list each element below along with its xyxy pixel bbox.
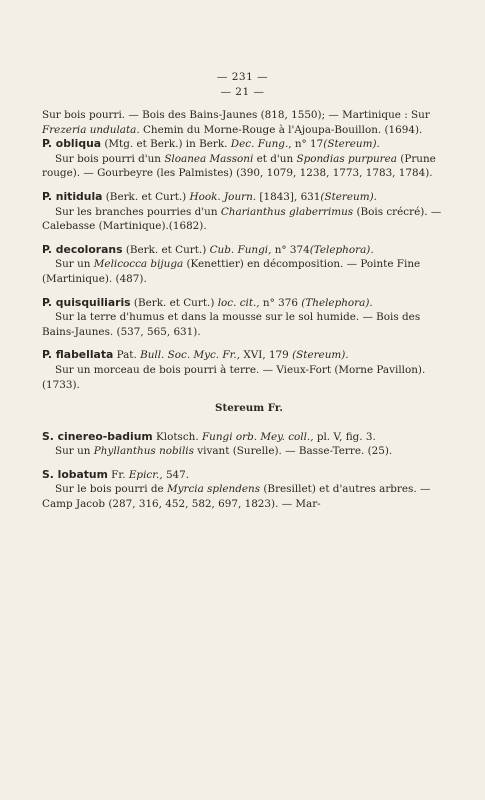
entry-header [42,348,456,363]
authority: (Berk. et Curt.) [122,243,210,256]
description-text: Sur les branches pourries d'un [55,205,221,218]
authority: (Berk. et Curt.) [102,190,190,203]
description-text: (Bois crécré). — Calebasse (Martinique).(1682). [42,205,442,233]
species-name: P. nitidula [42,189,103,203]
authority: Fr. [107,468,129,481]
species-entry [42,137,456,181]
species-name: P. flabellata [42,348,114,362]
entry-description [42,205,456,234]
entry-header [42,430,456,445]
description-text: Sur un morceau de bois pourri à terre. — Vieux-Fort (Morne Pavillon). (1733). [42,363,426,391]
entry-description [42,310,456,339]
reference-detail: [1843], 631 [256,190,321,203]
page-content [42,108,456,521]
reference-title: loc. cit., [217,296,260,309]
description-text: Sur un [55,258,94,271]
page-number-outer: — 231 — [216,71,269,83]
description-text: (Prune rouge). — Gourbeyre (les Palmistes) (390, 1079, 1238, 1773, 1783, 1784). [42,152,436,180]
intro-line: Sur bois pourri. — Bois des Bains-Jaunes (818, 1550); — [42,109,339,121]
species-entry [42,430,456,459]
species-name: P. decolorans [42,242,123,256]
reference-detail: n° 376 [259,296,302,309]
description-text: Sur la terre d'humus et dans la mousse sur le sol humide. — Bois des Bains-Jaunes. (537, 565, 631). [42,311,421,338]
reference-detail: XVI, 179 [240,349,293,362]
species-name: S. lobatum [42,467,108,481]
entry-description [42,257,456,286]
description-text: Sur un [55,445,94,458]
authority: (Mtg. et Berk.) in Berk. [101,138,231,151]
species-entry [42,190,456,234]
species-name: P. quisquiliaris [42,295,131,309]
reference-title: Bull. Soc. Myc. Fr., [140,349,241,362]
section-heading: Stereum Fr. [215,402,283,415]
synonym: (Thelephora). [301,296,373,309]
intro-line: à l'Ajoupa-Bouillon. (1694). [278,123,423,136]
host-plant-name: Frezeria undulata [42,123,137,136]
reference-detail: 547. [162,468,190,481]
entry-description [42,152,456,181]
reference-title: Dec. Fung. [230,138,289,151]
authority: Pat. [113,349,141,362]
synonym: (Telephora). [309,243,374,256]
synonym: (Stereum). [292,349,349,362]
synonym: (Stereum). [320,190,377,203]
authority: Klotsch. [152,430,202,443]
host-plant-name: Myrcia splendens [166,483,261,496]
species-entries-stereum [42,430,456,512]
authority: (Berk. et Curt.) [130,296,218,309]
reference-detail: pl. V, fig. 3. [313,430,376,443]
entry-header [42,243,456,258]
reference-title: Fungi orb. Mey. coll., [201,430,314,443]
entry-header [42,190,456,205]
entry-header [42,137,456,152]
intro-line: Martinique : Sur [342,109,430,121]
species-entry [42,243,456,287]
description-text: vivant (Surelle). — Basse-Terre. (25). [193,445,393,458]
host-plant-name: Charianthus glaberrimus [220,205,354,218]
description-text: Sur le bois pourri de [55,483,167,496]
page-number-inner: — 21 — [220,86,265,98]
description-text: et d'un [253,152,297,165]
species-name: P. obliqua [42,137,102,151]
host-plant-name: Spondias purpurea [296,152,397,165]
reference-title: Cub. Fungi, [209,243,272,256]
species-entry [42,348,456,392]
intro-line: . Chemin du Morne-Rouge [136,123,276,136]
entry-header [42,468,456,483]
reference-title: Hook. Journ. [189,190,257,203]
synonym: (Stereum). [323,138,380,151]
description-text: Sur bois pourri d'un [55,152,165,165]
reference-title: Epicr., [128,468,163,481]
entry-header [42,296,456,311]
entry-description [42,444,456,459]
species-name: S. cinereo-badium [42,429,153,443]
description-text: (Kenettier) en décomposition. — Pointe Fine (Martinique). (487). [42,258,421,285]
species-entry [42,296,456,340]
description-text: (Bresillet) et d'autres arbres. — Camp Jacob (287, 316, 452, 582, 697, 1823). — Mar- [42,483,431,511]
species-entries [42,137,456,392]
intro-paragraph [42,108,456,137]
entry-description [42,482,456,511]
entry-description [42,363,456,392]
species-entry [42,468,456,512]
host-plant-name: Melicocca bijuga [93,258,184,271]
reference-detail: n° 374 [271,243,310,256]
host-plant-name: Sloanea Massoni [164,152,254,165]
host-plant-name: Phyllanthus nobilis [93,445,194,458]
reference-detail: , n° 17 [288,138,324,151]
